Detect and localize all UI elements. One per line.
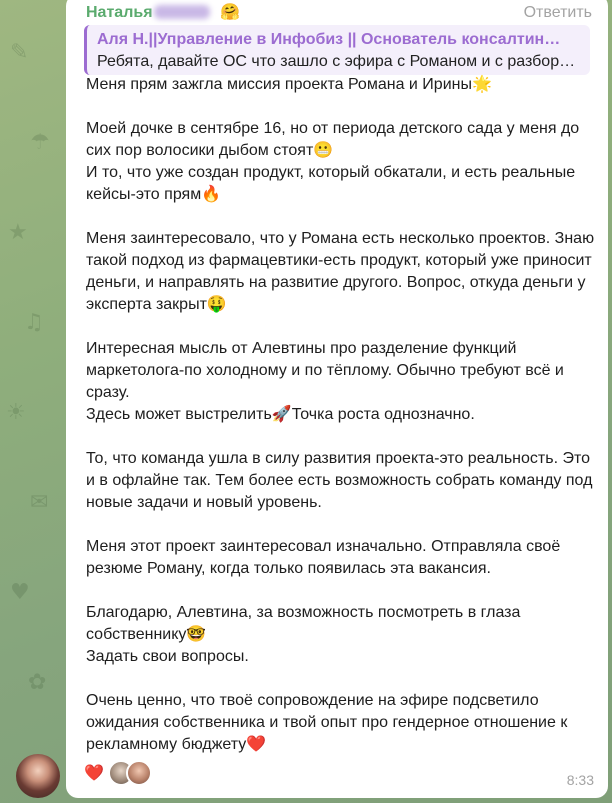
reply-quote[interactable] (84, 25, 590, 75)
message-line: Меня заинтересовало, что у Романа есть несколько проектов. Знаю такой подход из фармацевтики-есть продукт, который уже приносит деньги, и направлять на развитие другого. Вопрос, откуда деньги у эксперта закрыт🤑 (86, 230, 595, 313)
message-paragraph (86, 448, 596, 514)
message-paragraph (86, 602, 596, 668)
message-line: Меня прям зажгла миссия проекта Романа и Ирины🌟 (86, 76, 492, 93)
message-line: То, что команда ушла в силу развития проекта-это реальность. Это и в офлайне так. Тем более есть возможность собрать команду под новые задачи и новый уровень. (86, 450, 593, 511)
sender-name-blur (154, 5, 210, 19)
message-line: Очень ценно, что твоё сопровождение на эфире подсветило ожидания собственника и твой опыт про гендерное отношение к рекламному бюджету❤️ (86, 692, 568, 753)
reactor-avatar (126, 760, 152, 786)
message-paragraph (86, 118, 596, 206)
quote-author: Аля Н.||Управление в Инфобиз || Основатель консалтин… (97, 31, 561, 48)
message-line: Меня этот проект заинтересовал изначально. Отправляла своё резюме Роману, когда только появилась эта вакансия. (86, 538, 561, 577)
message-line: Моей дочке в сентябре 16, но от периода детского сада у меня до сих пор волосики дыбом стоят😬 (86, 120, 580, 159)
message-paragraph (86, 228, 596, 316)
chat-background-pattern: ✎ ☂ ★ ♫ ☀ ✉ ♥ ✿ (6, 40, 50, 695)
quote-text: Ребята, давайте ОС что зашло с эфира с Романом и с разбор… (97, 53, 576, 70)
heart-reaction-icon[interactable]: ❤️ (84, 763, 104, 782)
sender-name[interactable]: Наталья (86, 4, 153, 21)
message-paragraph (86, 74, 596, 96)
message-text (86, 74, 596, 778)
reply-button[interactable]: Ответить (523, 4, 592, 21)
message-bubble[interactable] (66, 0, 608, 798)
message-line: Благодарю, Алевтина, за возможность посмотреть в глаза собственнику🤓 (86, 604, 521, 643)
message-paragraph (86, 690, 596, 756)
sender-emoji: 🤗 (220, 2, 240, 21)
message-time: 8:33 (566, 772, 594, 788)
sender-avatar[interactable] (16, 754, 60, 798)
message-line: И то, что уже создан продукт, который обкатали, и есть реальные кейсы-это прям🔥 (86, 164, 576, 203)
message-line: Здесь может выстрелить🚀Точка роста однозначно. (86, 406, 475, 423)
message-line: Интересная мысль от Алевтины про разделение функций маркетолога-по холодному и по тёплому. Обычно требуют всё и сразу. (86, 340, 564, 401)
message-paragraph (86, 536, 596, 580)
message-line: Задать свои вопросы. (86, 648, 249, 665)
message-paragraph (86, 338, 596, 426)
